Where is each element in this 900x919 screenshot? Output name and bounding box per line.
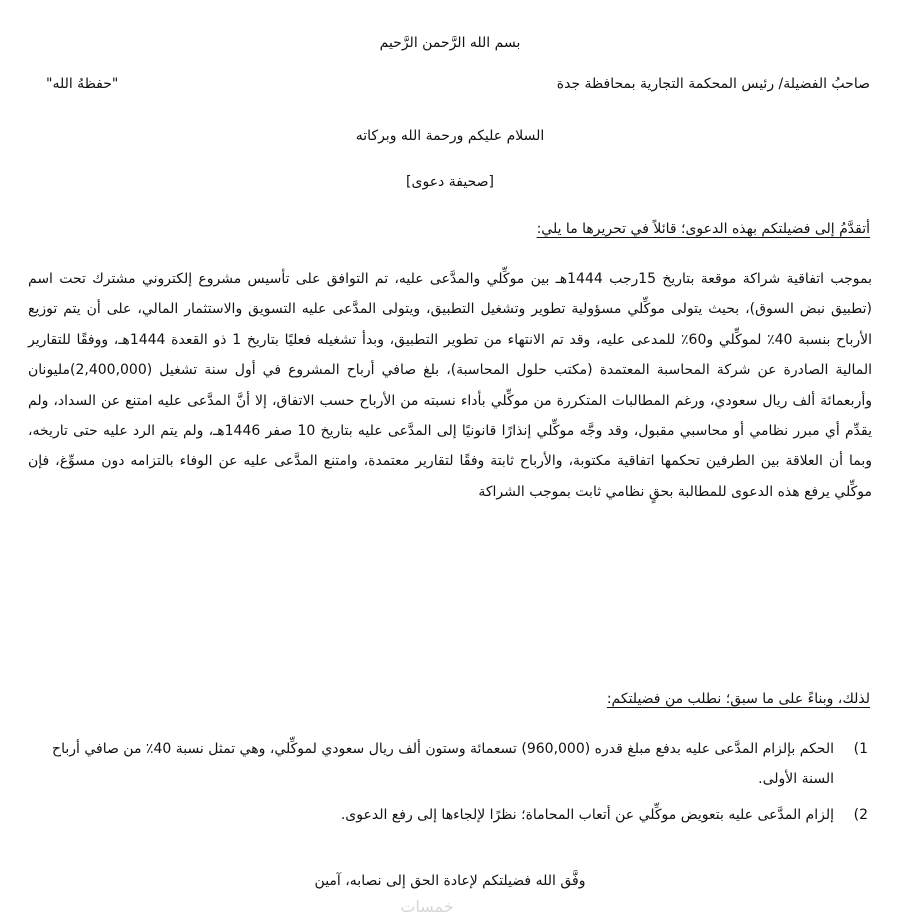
- addressee-line: [30, 76, 870, 98]
- greeting: السلام عليكم ورحمة الله وبركاته: [355, 128, 545, 144]
- basmala: بسم الله الرَّحمن الرَّحيم: [379, 35, 521, 51]
- requests-list: [40, 734, 868, 830]
- request-number-1: 1): [853, 741, 868, 757]
- claim-body-paragraph: بموجب اتفاقية شراكة موقعة بتاريخ 15رجب 1444هـ بين موكِّلي والمدَّعى عليه، تم التوافق على تأسيس مشروع إلكتروني مشترك تحت اسم (تطبيق نبض السوق)، بحيث يتولى موكِّلي مسؤولية تطوير وتشغيل التطبيق، ويتولى المدَّعى عليه التسويق والاستثمار المالي، على أن يتم توزيع الأرباح بنسبة 40٪ لموكِّلي و60٪ للمدعى عليه، وقد تم الانتهاء من تطوير التطبيق، وبدأ تشغيله فعليًا بتاريخ 1 ذو القعدة 1444هـ، ووفقًا للتقارير المالية الصادرة عن شركة المحاسبة المعتمدة (مكتب حلول المحاسبة)، بلغ صافي أرباح المشروع في أول سنة تشغيل (2,400,000)مليونان وأربعمائة ألف ريال سعودي، ورغم المطالبات المتكررة من موكِّلي بأداء نسبته من الأرباح حسب الاتفاق، إلا أنَّ المدَّعى عليه امتنع عن السداد، ولم يقدِّم أي مبرر نظامي أو محاسبي مقبول، وقد وجَّه موكِّلي إنذارًا قانونيًا إلى المدَّعى عليه بتاريخ 10 صفر 1446هـ، ولم يتم الرد عليه حتى تاريخه، وبما أن العلاقة بين الطرفين تحكمها اتفاقية مكتوبة، والأرباح ثابتة وفقًا لتقارير معتمدة، وامتنع المدَّعى عليه عن الوفاء بالتزامه دون مسوِّغ، فإن موكِّلي يرفع هذه الدعوى للمطالبة بحقٍ نظامي ثابت بموجب الشراكة: [28, 271, 872, 500]
- requests-heading: لذلك، وبناءً على ما سبق؛ نطلب من فضيلتكم:: [606, 691, 870, 707]
- request-item-2: [40, 800, 868, 830]
- request-item-1: [40, 734, 868, 794]
- addressee-blessing: "حفظهُ الله": [46, 76, 119, 92]
- request-text-2: إلزام المدَّعى عليه بتعويض موكِّلي عن أتعاب المحاماة؛ نظرًا لإلجاءها إلى رفع الدعوى.: [340, 807, 834, 823]
- intro-heading: أتقدَّمُ إلى فضيلتكم بهذه الدعوى؛ قائلاً في تحريرها ما يلي:: [536, 221, 870, 237]
- request-number-2: 2): [853, 807, 868, 823]
- closing-prayer: وفَّق الله فضيلتكم لإعادة الحق إلى نصابه، آمين: [314, 873, 586, 889]
- watermark-logo: خمسات: [400, 897, 454, 916]
- document-type-title: [صحيفة دعوى]: [406, 174, 494, 190]
- addressee-title: صاحبُ الفضيلة/ رئيس المحكمة التجارية بمحافظة جدة: [556, 76, 870, 92]
- request-text-1: الحكم بإلزام المدَّعى عليه بدفع مبلغ قدره (960,000) تسعمائة وستون ألف ريال سعودي لموكِّلي، وهي تمثل نسبة 40٪ من صافي أرباح السنة الأولى.: [52, 741, 834, 787]
